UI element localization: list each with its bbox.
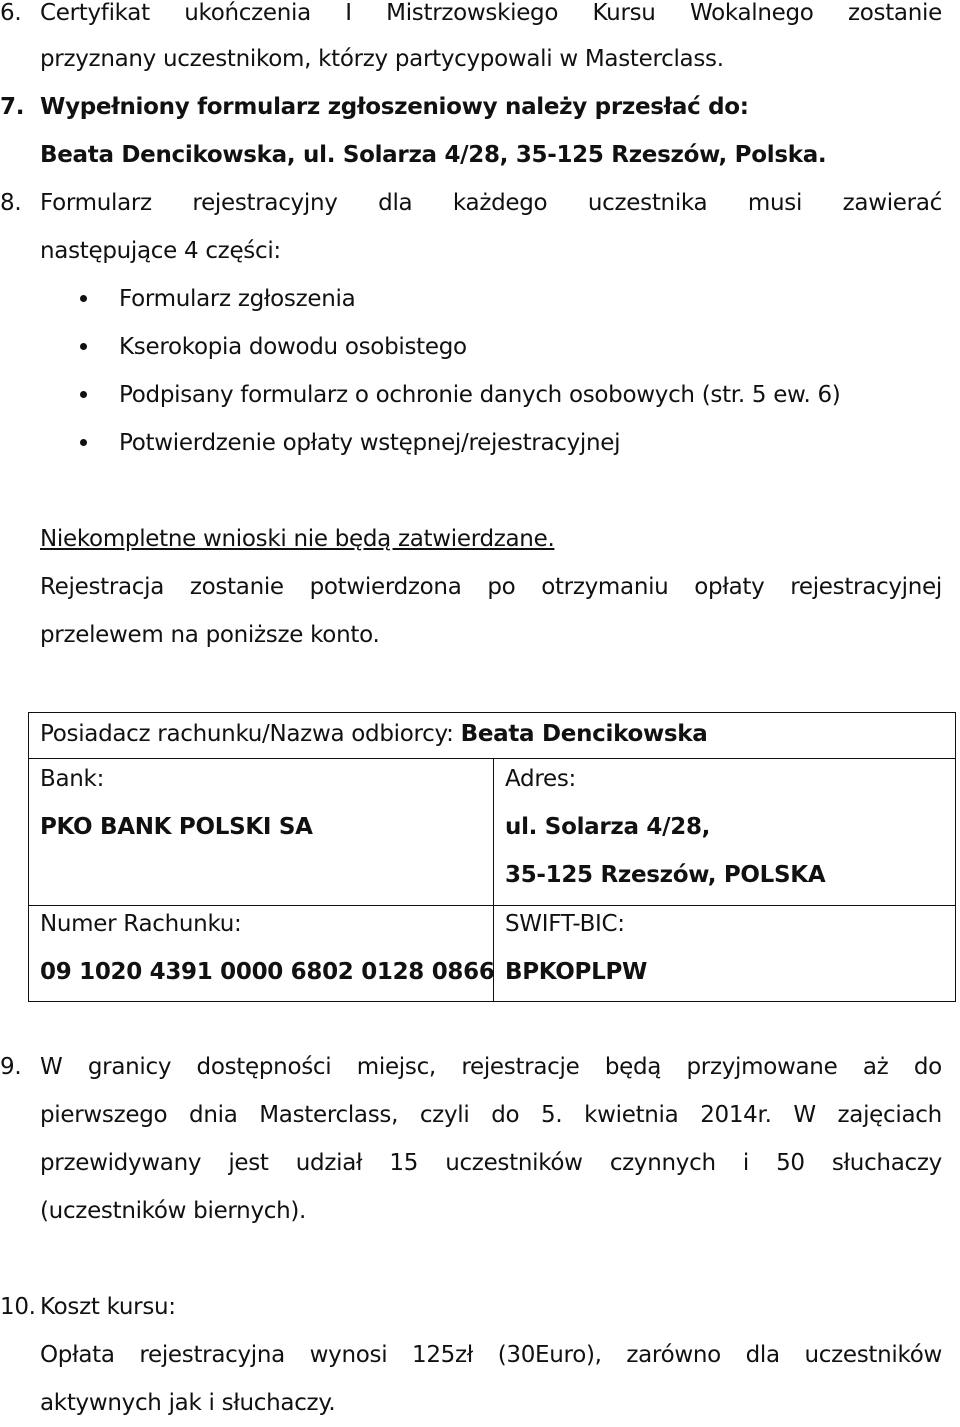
item-8-line-2: następujące 4 części: (40, 238, 281, 264)
word: miejsc, (356, 1054, 436, 1080)
account-number-value: 09 1020 4391 0000 6802 0128 0866 (40, 959, 495, 985)
word: 50 (776, 1150, 805, 1176)
item-6-number: 6. (0, 0, 22, 26)
list-item: Podpisany formularz o ochronie danych osobowych (str. 5 ew. 6) (119, 382, 841, 408)
word: zostanie (847, 0, 942, 26)
word: otrzymaniu (541, 574, 669, 600)
word: po (487, 574, 516, 600)
word: 125zł (412, 1342, 474, 1368)
list-item: Kserokopia dowodu osobistego (119, 334, 467, 360)
word: W (793, 1102, 816, 1128)
word: przewidywany (40, 1150, 202, 1176)
address-line-2: 35-125 Rzeszów, POLSKA (505, 862, 826, 888)
word: zajęciach (837, 1102, 942, 1128)
word: czyli (419, 1102, 470, 1128)
item-10-line-2: aktywnych jak i słuchaczy. (40, 1390, 336, 1416)
item-7-line-2: Beata Dencikowska, ul. Solarza 4/28, 35-125 Rzeszów, Polska. (40, 142, 827, 168)
word: opłaty (694, 574, 765, 600)
word: jest (228, 1150, 269, 1176)
word: 2014r. (700, 1102, 772, 1128)
word: dla (745, 1342, 780, 1368)
word: ukończenia (184, 0, 311, 26)
registration-line-1 (40, 563, 942, 611)
word: rejestracje (461, 1054, 580, 1080)
swift-value: BPKOPLPW (505, 959, 648, 985)
word: będą (604, 1054, 662, 1080)
word: czynnych (609, 1150, 716, 1176)
item-8-number: 8. (0, 190, 22, 216)
word: granicy (87, 1054, 172, 1080)
word: 15 (389, 1150, 419, 1176)
table-divider (29, 758, 955, 759)
word: W (40, 1054, 63, 1080)
word: każdego (452, 190, 548, 216)
item-6-line-2: przyznany uczestnikom, którzy partycypowali w Masterclass. (40, 46, 724, 72)
account-holder-label: Posiadacz rachunku/Nazwa odbiorcy: (40, 721, 454, 747)
bank-label: Bank: (40, 766, 105, 792)
word: (30Euro), (497, 1342, 602, 1368)
word: aż (862, 1054, 889, 1080)
word: Masterclass, (259, 1102, 399, 1128)
word: Opłata (40, 1342, 115, 1368)
word: dostępności (196, 1054, 332, 1080)
account-holder-value: Beata Dencikowska (460, 721, 708, 747)
word: Formularz (40, 190, 152, 216)
word: 5. (541, 1102, 563, 1128)
item-9-line-3 (40, 1139, 942, 1187)
item-9-number: 9. (0, 1054, 22, 1080)
word: rejestracyjny (192, 190, 338, 216)
bank-value: PKO BANK POLSKI SA (40, 814, 313, 840)
swift-label: SWIFT-BIC: (505, 911, 625, 937)
word: Certyfikat (40, 0, 150, 26)
word: dnia (189, 1102, 238, 1128)
word: Rejestracja (40, 574, 165, 600)
word: uczestników (804, 1342, 942, 1368)
word: musi (747, 190, 803, 216)
item-7-line-1: Wypełniony formularz zgłoszeniowy należy przesłać do: (40, 94, 749, 120)
word: uczestnika (587, 190, 708, 216)
list-item: Potwierdzenie opłaty wstępnej/rejestracyjnej (119, 430, 621, 456)
address-label: Adres: (505, 766, 576, 792)
word: Wokalnego (689, 0, 814, 26)
item-7-number: 7. (0, 94, 25, 120)
word: I (345, 0, 352, 26)
registration-line-2: przelewem na poniższe konto. (40, 622, 380, 648)
item-10-line-1 (40, 1331, 942, 1379)
word: słuchaczy (831, 1150, 942, 1176)
bullet-icon (80, 343, 87, 350)
word: i (742, 1150, 749, 1176)
list-item: Formularz zgłoszenia (119, 286, 356, 312)
word: kwietnia (584, 1102, 679, 1128)
word: wynosi (309, 1342, 388, 1368)
item-9-line-2 (40, 1091, 942, 1139)
item-10-title: Koszt kursu: (40, 1294, 176, 1320)
item-10-number: 10. (0, 1294, 36, 1320)
word: do (491, 1102, 520, 1128)
bank-details-table (28, 712, 956, 1002)
account-holder-row (40, 710, 708, 758)
bullet-icon (80, 439, 87, 446)
bullet-icon (80, 295, 87, 302)
word: pierwszego (40, 1102, 168, 1128)
word: zarówno (626, 1342, 721, 1368)
word: zawierać (842, 190, 942, 216)
item-8-line-1 (40, 179, 942, 227)
item-9-line-4: (uczestników biernych). (40, 1198, 307, 1224)
word: rejestracyjnej (790, 574, 942, 600)
word: zostanie (189, 574, 284, 600)
account-number-label: Numer Rachunku: (40, 911, 242, 937)
word: udział (295, 1150, 363, 1176)
word: Mistrzowskiego (386, 0, 559, 26)
word: rejestracyjna (139, 1342, 285, 1368)
word: Kursu (592, 0, 656, 26)
bullet-icon (80, 391, 87, 398)
word: uczestników (445, 1150, 583, 1176)
word: dla (378, 190, 413, 216)
incomplete-notice: Niekompletne wnioski nie będą zatwierdzane. (40, 526, 555, 552)
item-6-line-1 (40, 0, 942, 37)
word: potwierdzona (309, 574, 462, 600)
word: przyjmowane (686, 1054, 838, 1080)
word: do (913, 1054, 942, 1080)
address-line-1: ul. Solarza 4/28, (505, 814, 711, 840)
item-9-line-1 (40, 1043, 942, 1091)
